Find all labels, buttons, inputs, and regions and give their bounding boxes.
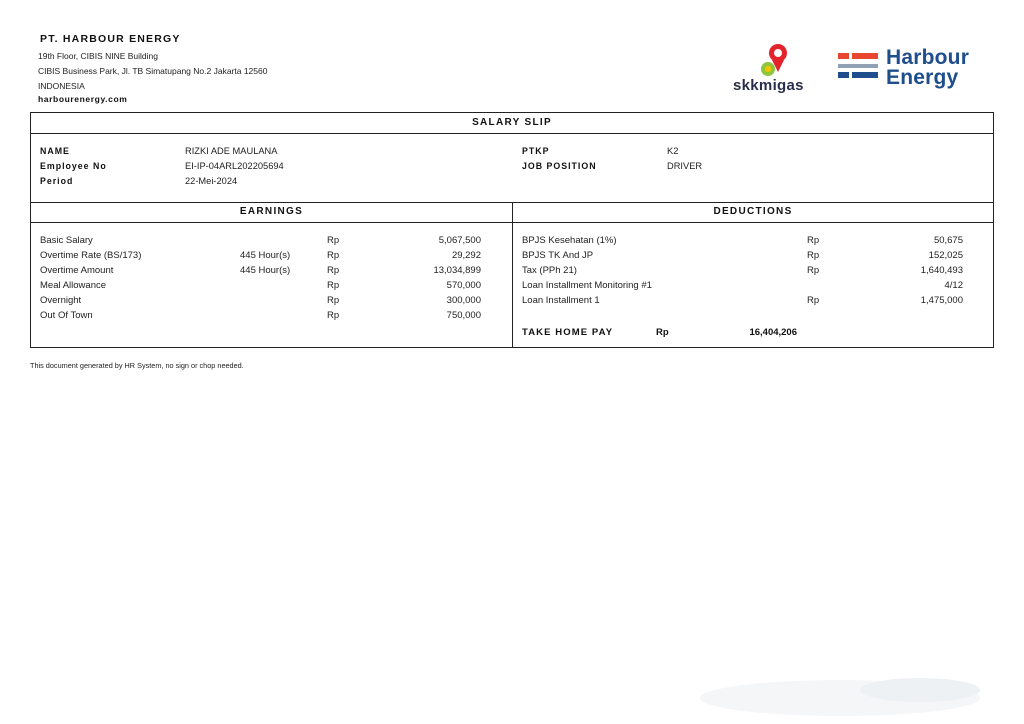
harbour-energy-logo-word2: Energy: [886, 66, 959, 89]
deductions-currency: Rp: [807, 265, 820, 276]
skkmigas-logo-text: skkmigas: [733, 77, 804, 94]
harbour-energy-logo-word1: Harbour: [886, 46, 970, 69]
footer-note: This document generated by HR System, no sign or chop needed.: [30, 361, 244, 370]
name-label: NAME: [40, 146, 70, 156]
deductions-row: [513, 295, 993, 309]
deductions-label: Loan Installment Monitoring #1: [522, 280, 652, 291]
deductions-row: [513, 280, 993, 294]
earnings-label: Overnight: [40, 295, 82, 306]
earnings-qty: 445 Hour(s): [240, 265, 291, 276]
watermark-decoration: [690, 668, 990, 724]
employee-no-label: Employee No: [40, 161, 107, 171]
deductions-currency: Rp: [807, 235, 820, 246]
earnings-currency: Rp: [327, 310, 340, 321]
deductions-label: Loan Installment 1: [522, 295, 600, 306]
earnings-qty: 445 Hour(s): [240, 250, 291, 261]
deductions-amount: 1,475,000: [920, 295, 963, 306]
earnings-title: EARNINGS: [239, 206, 304, 217]
ptkp-value: K2: [667, 146, 679, 156]
deductions-label: BPJS TK And JP: [522, 250, 594, 261]
earnings-amount: 300,000: [446, 295, 481, 306]
deductions-currency: Rp: [807, 295, 820, 306]
earnings-row: [31, 310, 512, 324]
salary-slip-title: SALARY SLIP: [472, 117, 552, 128]
company-website: harbourenergy.com: [38, 94, 128, 104]
deductions-amount: 50,675: [933, 235, 963, 246]
take-home-pay-currency: Rp: [656, 327, 669, 338]
deductions-currency: Rp: [807, 250, 820, 261]
earnings-amount: 570,000: [446, 280, 481, 291]
harbour-energy-logo-icon: [838, 52, 880, 84]
earnings-row: [31, 265, 512, 279]
deductions-row: [513, 265, 993, 279]
earnings-row: [31, 280, 512, 294]
earnings-label: Overtime Rate (BS/173): [40, 250, 142, 261]
earnings-amount: 29,292: [451, 250, 481, 261]
earnings-row: [31, 235, 512, 249]
earnings-amount: 13,034,899: [433, 265, 481, 276]
earnings-currency: Rp: [327, 265, 340, 276]
job-position-label: JOB POSITION: [522, 161, 597, 171]
take-home-pay-label: TAKE HOME PAY: [522, 327, 614, 338]
earnings-amount: 5,067,500: [438, 235, 481, 246]
earnings-row: [31, 250, 512, 264]
deductions-row: [513, 250, 993, 264]
company-address-line1: 19th Floor, CIBIS NINE Building: [38, 51, 159, 61]
period-label: Period: [40, 176, 74, 186]
deductions-amount: 4/12: [944, 280, 963, 291]
company-country: INDONESIA: [38, 81, 85, 91]
take-home-pay-row: [513, 327, 993, 341]
name-value: RIZKI ADE MAULANA: [185, 146, 278, 156]
deductions-label: BPJS Kesehatan (1%): [522, 235, 617, 246]
earnings-currency: Rp: [327, 295, 340, 306]
earnings-label: Out Of Town: [40, 310, 93, 321]
earnings-label: Overtime Amount: [40, 265, 114, 276]
company-address-line2: CIBIS Business Park, Jl. TB Simatupang No.2 Jakarta 12560: [38, 66, 268, 76]
salary-slip-table: [30, 112, 994, 348]
take-home-pay-amount: 16,404,206: [749, 327, 797, 338]
company-name: PT. HARBOUR ENERGY: [40, 33, 181, 45]
deductions-amount: 152,025: [928, 250, 963, 261]
earnings-label: Meal Allowance: [40, 280, 107, 291]
period-value: 22-Mei-2024: [185, 176, 238, 186]
deductions-amount: 1,640,493: [920, 265, 963, 276]
deductions-title: DEDUCTIONS: [713, 206, 793, 217]
job-position-value: DRIVER: [667, 161, 703, 171]
earnings-currency: Rp: [327, 235, 340, 246]
deductions-label: Tax (PPh 21): [522, 265, 577, 276]
deductions-row: [513, 235, 993, 249]
earnings-amount: 750,000: [446, 310, 481, 321]
earnings-currency: Rp: [327, 250, 340, 261]
earnings-currency: Rp: [327, 280, 340, 291]
ptkp-label: PTKP: [522, 146, 550, 156]
employee-no-value: EI-IP-04ARL202205694: [185, 161, 284, 171]
earnings-label: Basic Salary: [40, 235, 93, 246]
earnings-row: [31, 295, 512, 309]
